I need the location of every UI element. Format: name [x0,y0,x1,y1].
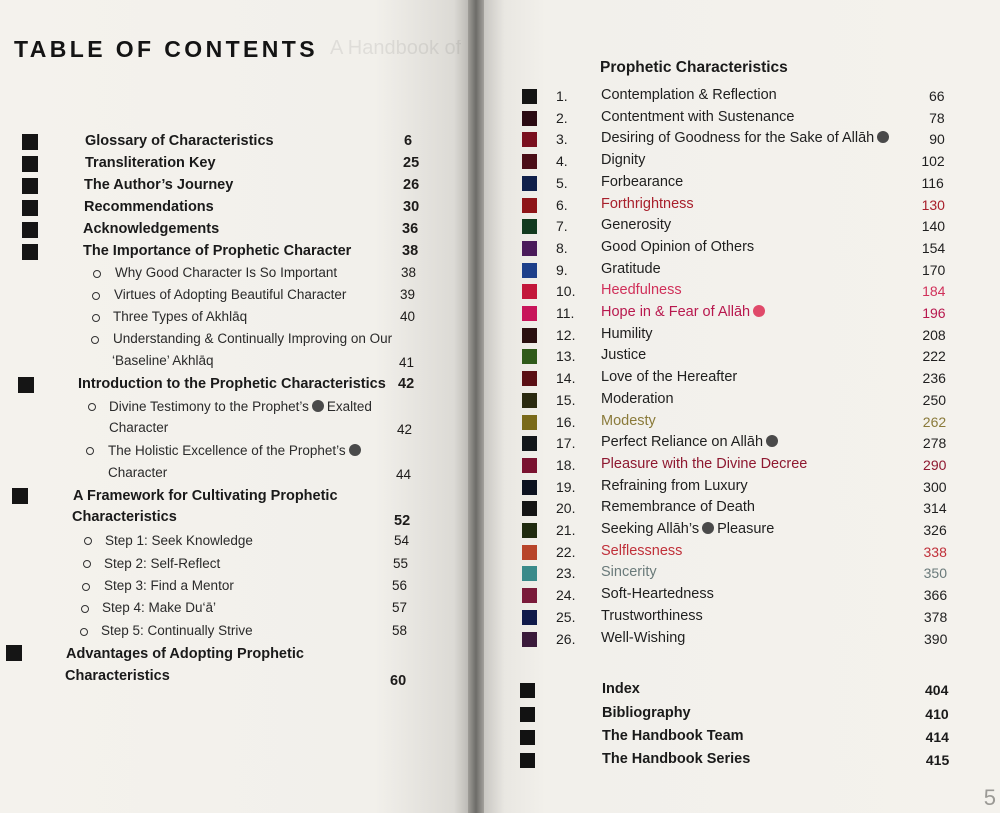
characteristic-label: Pleasure with the Divine Decree [601,455,808,472]
characteristic-label: Soft-Heartedness [601,586,714,603]
characteristic-label: Refraining from Luxury [601,477,748,494]
page-number-ref: 196 [922,305,946,321]
toc-entry-label: Step 4: Make Du‘ā’ [102,600,217,615]
toc-entry-label: Glossary of Characteristics [85,133,274,149]
item-number: 21. [556,522,576,538]
characteristic-label: Moderation [601,390,674,407]
section-marker [22,134,38,150]
item-number: 19. [556,478,576,495]
characteristic-label: Gratitude [601,260,661,277]
item-number: 1. [556,88,568,104]
color-swatch [522,176,537,191]
color-swatch [522,415,537,430]
toc-entry-label: Virtues of Adopting Beautiful Character [114,287,347,302]
color-swatch [522,501,537,516]
characteristic-label: Selflessness [601,542,683,559]
toc-entry-label: Transliteration Key [85,155,216,171]
back-matter-label: The Handbook Series [602,751,751,767]
page-number-ref: 366 [923,587,948,604]
color-swatch [522,132,537,147]
toc-entry-label: Introduction to the Prophetic Characteristics [78,376,386,392]
section-heading: Prophetic Characteristics [600,59,788,76]
section-marker [22,156,38,172]
toc-page-number: 54 [394,533,410,548]
characteristic-label: Contentment with Sustenance [601,108,795,125]
color-swatch [522,349,537,364]
item-number: 20. [556,500,576,517]
bullet-icon [84,537,92,545]
section-marker [520,683,535,698]
left-page [0,0,468,813]
page-number-ref: 278 [922,435,947,452]
color-swatch [522,284,537,299]
characteristic-label: Generosity [601,217,672,234]
page-number-ref: 78 [929,109,945,126]
toc-page-number: 6 [404,133,413,149]
item-number: 5. [556,174,568,191]
item-number: 3. [556,131,568,148]
toc-entry-label-continued: Character [109,420,169,435]
bullet-icon [88,403,96,411]
color-swatch [522,480,537,495]
bullet-icon [92,292,100,300]
item-number: 11. [556,305,575,321]
page-number-ref: 116 [921,174,944,191]
color-swatch [522,328,537,343]
toc-page-number: 60 [390,673,407,689]
characteristic-label: Heedfulness [601,282,682,299]
toc-entry-label-continued: ‘Baseline’ Akhlāq [112,353,214,368]
toc-entry-label-continued: Character [108,465,168,480]
section-marker [520,753,535,768]
color-swatch [522,436,537,451]
page-number-ref: 378 [923,608,948,625]
toc-page-number: 39 [400,287,416,302]
bullet-icon [86,447,94,455]
back-matter-page: 404 [925,682,949,698]
characteristic-label: Dignity [601,152,646,169]
toc-page-number: 58 [392,623,408,638]
item-number: 24. [556,587,576,604]
color-swatch [522,458,537,473]
bullet-icon [92,314,100,322]
section-marker [520,730,535,745]
color-swatch [522,306,537,321]
toc-entry-label: Step 2: Self-Reflect [104,556,221,571]
characteristic-label: Trustworthiness [601,607,703,624]
item-number: 12. [556,326,576,343]
toc-page-number: 30 [403,199,420,215]
characteristic-label: Well-Wishing [601,629,686,646]
characteristic-label: Forthrightness [601,195,694,212]
color-swatch [522,588,537,603]
toc-entry-label: Three Types of Akhlāq [113,309,248,324]
item-number: 14. [556,370,576,387]
book-gutter [468,0,484,813]
page-number-ref: 154 [921,239,946,256]
color-swatch [522,154,537,169]
item-number: 22. [556,543,576,560]
toc-page-number: 38 [401,265,417,280]
characteristic-label: Perfect Reliance on Allāh [601,434,781,450]
page-number-ref: 140 [921,218,946,235]
toc-entry-label: Understanding & Continually Improving on Our [113,331,393,346]
color-swatch [522,111,537,126]
toc-entry-label: Acknowledgements [83,221,220,237]
section-marker [12,488,28,504]
honorific-icon [753,305,765,317]
characteristic-label: Forbearance [601,173,684,190]
toc-entry-label: Advantages of Adopting Prophetic [66,646,304,662]
characteristic-label: Good Opinion of Others [601,238,755,255]
item-number: 7. [556,218,568,235]
page-number-ref: 262 [922,413,947,430]
section-marker [18,377,34,393]
page-number: 5 [983,785,996,810]
characteristic-label: Love of the Hereafter [601,369,738,386]
item-number: 6. [556,196,568,213]
honorific-icon [702,522,714,534]
color-swatch [522,263,537,278]
item-number: 8. [556,239,568,256]
item-number: 25. [556,608,576,625]
page-number-ref: 390 [924,630,948,647]
section-marker [22,178,38,194]
toc-page-number: 25 [403,155,420,171]
toc-page-number: 55 [393,556,409,571]
color-swatch [522,566,537,581]
color-swatch [522,89,537,104]
characteristic-label: Sincerity [601,564,657,581]
page-number-ref: 250 [922,391,947,408]
honorific-icon [312,400,324,412]
toc-page-number: 36 [402,221,419,237]
item-number: 15. [556,391,576,408]
page-number-ref: 90 [929,131,945,148]
color-swatch [522,371,537,386]
toc-page-number: 42 [398,376,415,392]
item-number: 2. [556,109,568,126]
back-matter-label: Index [602,681,640,697]
toc-entry-label: A Framework for Cultivating Prophetic [73,488,338,504]
toc-page-number: 41 [399,355,415,370]
toc-entry-label: The Holistic Excellence of the Prophet’s [108,443,364,458]
toc-entry-label: Step 1: Seek Knowledge [105,533,253,548]
page-number-ref: 130 [921,196,945,213]
page-number-ref: 102 [921,153,945,170]
toc-page-number: 38 [402,243,419,259]
toc-title: TABLE OF CONTENTS [14,36,318,62]
section-marker [22,244,38,260]
characteristic-label: Justice [601,347,647,364]
section-marker [520,707,535,722]
bullet-icon [80,628,88,636]
color-swatch [522,545,537,560]
toc-page-number: 44 [396,467,412,482]
page-number-ref: 66 [929,88,945,104]
honorific-icon [349,444,361,456]
page-number-ref: 338 [923,543,947,560]
toc-entry-label: Step 5: Continually Strive [101,623,253,638]
toc-entry-label: The Importance of Prophetic Character [83,243,352,259]
section-marker [22,222,38,238]
toc-page-number: 52 [394,513,411,529]
page-number-ref: 208 [922,326,946,343]
color-swatch [522,632,537,647]
bullet-icon [91,336,99,344]
item-number: 9. [556,261,568,278]
back-matter-label: Bibliography [602,705,691,721]
page-number-ref: 290 [923,456,947,473]
characteristic-label: Seeking Allāh’s Pleasure [601,521,775,537]
bullet-icon [83,560,91,568]
toc-page-number: 56 [392,578,408,593]
item-number: 10. [556,283,576,300]
page-number-ref: 222 [922,348,946,365]
honorific-icon [766,435,778,447]
toc-page-number: 57 [392,600,408,615]
toc-page-number: 42 [397,422,413,437]
color-swatch [522,610,537,625]
characteristic-label: Remembrance of Death [601,499,755,516]
honorific-icon [877,131,889,143]
toc-entry-label: Step 3: Find a Mentor [104,578,234,593]
right-page [484,0,1000,813]
color-swatch [522,241,537,256]
item-number: 23. [556,565,576,582]
bullet-icon [82,583,90,591]
toc-entry-label: Recommendations [84,199,214,215]
back-matter-page: 410 [925,706,949,722]
characteristic-label: Hope in & Fear of Allāh [601,304,768,320]
toc-entry-label: Divine Testimony to the Prophet’s Exalted [109,399,372,414]
back-matter-page: 415 [925,752,950,768]
page-number-ref: 184 [922,283,946,300]
page-number-ref: 350 [923,565,947,582]
section-marker [6,645,22,661]
page-number-ref: 314 [923,500,947,517]
toc-entry-label: Why Good Character Is So Important [115,265,338,280]
bullet-icon [93,270,101,278]
item-number: 13. [556,348,576,365]
toc-entry-label-continued: Characteristics [65,668,170,684]
color-swatch [522,523,537,538]
toc-entry-label: The Author’s Journey [84,177,234,193]
page-number-ref: 170 [921,261,946,278]
show-through-text: A Handbook of [330,40,462,56]
item-number: 4. [556,153,568,170]
characteristic-label: Humility [601,325,653,342]
page-number-ref: 300 [923,478,947,495]
characteristic-label: Desiring of Goodness for the Sake of Allāh [601,130,892,146]
item-number: 16. [556,413,576,430]
color-swatch [522,393,537,408]
color-swatch [522,219,537,234]
page-number-ref: 236 [922,370,946,387]
toc-page-number: 26 [403,177,420,193]
item-number: 18. [556,456,576,473]
page-number-ref: 326 [923,522,947,538]
bullet-icon [81,605,89,613]
back-matter-label: The Handbook Team [602,728,744,744]
show-through-text [10,82,465,98]
item-number: 17. [556,435,576,452]
color-swatch [522,198,537,213]
section-marker [22,200,38,216]
back-matter-page: 414 [925,729,949,745]
characteristic-label: Contemplation & Reflection [601,87,777,103]
characteristic-label: Modesty [601,412,656,429]
toc-entry-label-continued: Characteristics [72,509,177,525]
toc-page-number: 40 [400,309,416,324]
item-number: 26. [556,630,576,647]
